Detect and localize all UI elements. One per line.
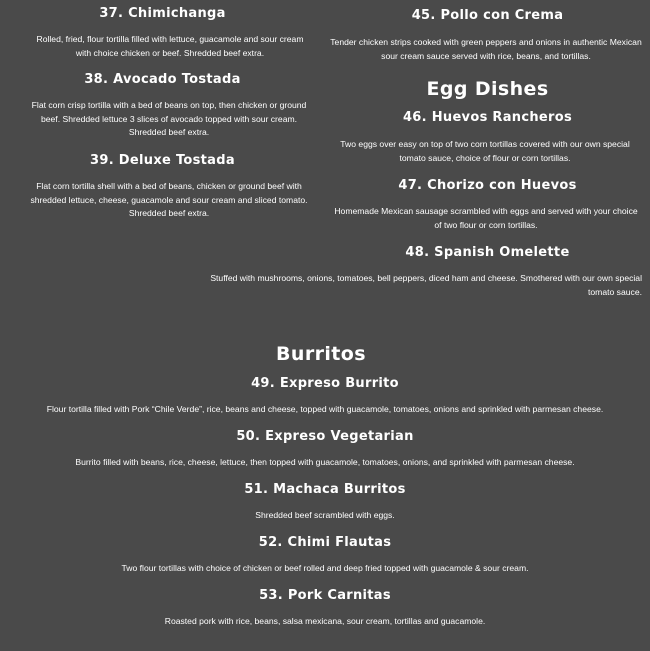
menu-item-title: 50. Expreso Vegetarian — [236, 429, 414, 444]
menu-item-title: 45. Pollo con Crema — [411, 8, 564, 23]
menu-item-title: 47. Chorizo con Huevos — [398, 178, 577, 193]
section-title-burritos: Burritos — [276, 343, 366, 365]
menu-item-description: Two flour tortillas with choice of chicken or beef rolled and deep fried topped with guacamole & sour cream. — [121, 563, 529, 573]
menu-item-description: Flat corn crisp tortilla with a bed of beans on top, then chicken or ground beef. Shredded lettuce 3 slices of avocado topped with sour cream. Shredded beef extra. — [31, 100, 307, 137]
menu-item-description: Roasted pork with rice, beans, salsa mexicana, sour cream, tortillas and guacamole. — [164, 616, 486, 626]
menu-item-description: Two eggs over easy on top of two corn tortillas covered with our own special tomato sauce, choice of flour or corn tortillas. — [340, 139, 630, 163]
menu-item-title: 38. Avocado Tostada — [84, 72, 241, 87]
section-title-egg-dishes: Egg Dishes — [426, 78, 549, 100]
menu-item-description: Shredded beef scrambled with eggs. — [255, 510, 395, 520]
menu-item-title: 46. Huevos Rancheros — [402, 110, 573, 125]
menu-item-description: Homemade Mexican sausage scrambled with eggs and served with your choice of two flour or corn tortillas. — [334, 206, 638, 230]
menu-item-description: Burrito filled with beans, rice, cheese, lettuce, then topped with guacamole, tomatoes, onions, and sprinkled with parmesan cheese. — [75, 457, 575, 467]
menu-item-title: 52. Chimi Flautas — [258, 535, 392, 550]
menu-item-title: 48. Spanish Omelette — [405, 245, 570, 260]
menu-item-description: Stuffed with mushrooms, onions, tomatoes, bell peppers, diced ham and cheese. Smothered with our own special tomato sauce. — [210, 273, 642, 297]
menu-item-title: 39. Deluxe Tostada — [90, 153, 235, 168]
menu-item-title: 53. Pork Carnitas — [259, 588, 391, 603]
menu-item-title: 37. Chimichanga — [99, 6, 226, 21]
menu-item-description: Flat corn tortilla shell with a bed of beans, chicken or ground beef with shredded lettuce, cheese, guacamole and sour cream and sliced tomato. Shredded beef extra. — [30, 181, 308, 218]
menu-item-description: Rolled, fried, flour tortilla filled with lettuce, guacamole and sour cream with choice chicken or beef. Shredded beef extra. — [36, 34, 304, 58]
menu-item-title: 51. Machaca Burritos — [244, 482, 406, 497]
menu-item-title: 49. Expreso Burrito — [251, 376, 399, 391]
menu-item-description: Tender chicken strips cooked with green peppers and onions in authentic Mexican sour cream sauce served with rice, beans, and tortillas. — [330, 37, 642, 61]
menu-item-description: Flour tortilla filled with Pork “Chile Verde”, rice, beans and cheese, topped with guacamole, tomatoes, onions and sprinkled with parmesan cheese. — [46, 404, 604, 414]
